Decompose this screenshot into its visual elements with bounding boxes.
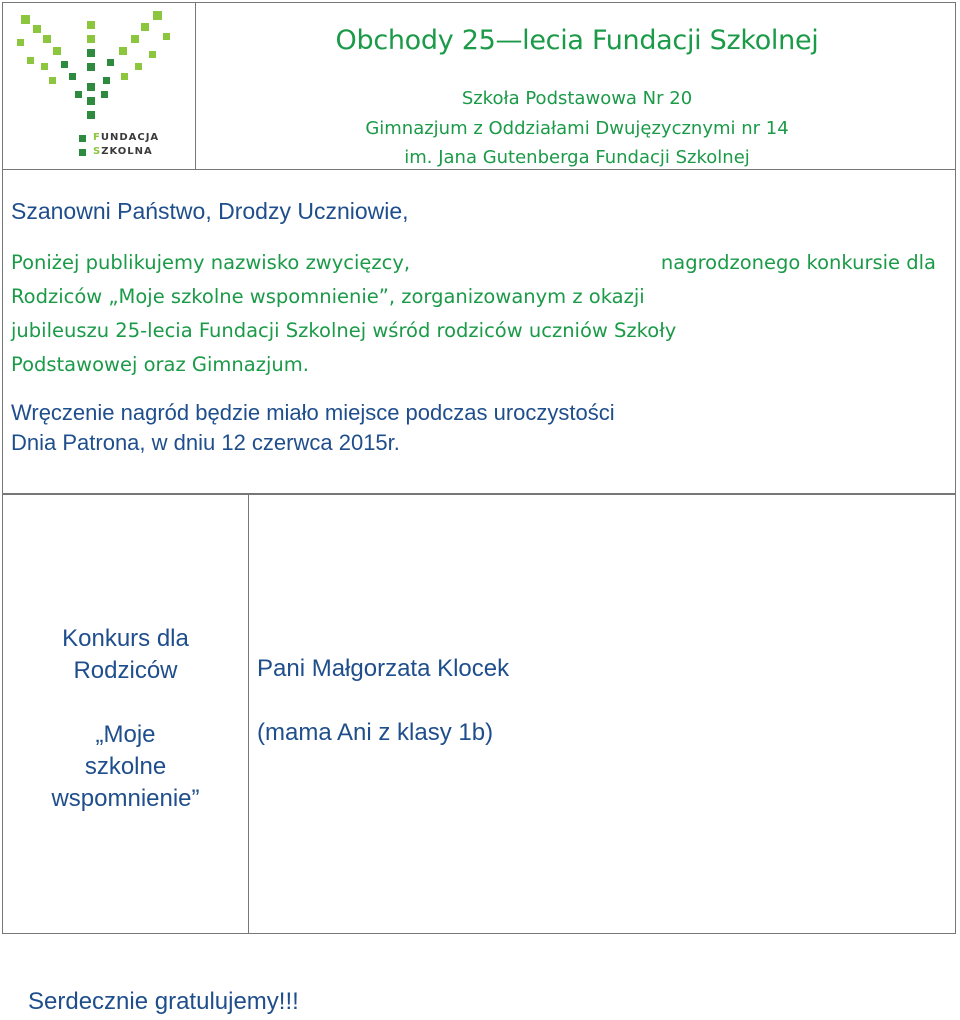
logo-rest: ZKOLNA <box>101 146 153 157</box>
paragraph-line-2: Rodziców „Moje szkolne wspomnienie”, zorganizowanym z okazji <box>11 285 645 308</box>
winner-name: Pani Małgorzata Klocek <box>257 655 510 682</box>
logo-initial: S <box>93 146 102 157</box>
ceremony-line-1: Wręczenie nagród będzie miało miejsce podczas uroczystości <box>11 400 615 425</box>
contest-label <box>3 623 248 687</box>
contest-title-line-3: wspomnienie” <box>51 785 200 812</box>
header-table <box>2 2 956 170</box>
patron-line: im. Jana Gutenberga Fundacji Szkolnej <box>404 147 750 168</box>
winner-note: (mama Ani z klasy 1b) <box>257 719 494 746</box>
contest-title-line-2: szkolne <box>84 753 167 780</box>
paragraph-line-1b: nagrodzonego konkursie dla <box>660 251 936 274</box>
contest-title <box>3 719 248 815</box>
paragraph-line-4: Podstawowej oraz Gimnazjum. <box>11 353 309 376</box>
paragraph-line-3: jubileuszu 25-lecia Fundacji Szkolnej wśród rodziców uczniów Szkoły <box>11 319 677 342</box>
contest-cell <box>3 495 249 933</box>
logo-text-szkolna <box>93 146 153 157</box>
greeting: Szanowni Państwo, Drodzy Uczniowie, <box>11 198 409 224</box>
logo-initial: F <box>93 132 101 143</box>
logo-cell <box>3 3 196 169</box>
paragraph-line-1 <box>11 246 936 280</box>
announcement-box <box>2 170 956 494</box>
contest-label-line-2: Rodziców <box>73 657 178 684</box>
contest-title-line-1: „Moje <box>95 721 156 748</box>
ceremony-line-2: Dnia Patrona, w dniu 12 czerwca 2015r. <box>11 430 400 455</box>
logo-rest: UNDACJA <box>100 132 160 143</box>
announcement-paragraph <box>11 246 936 382</box>
logo-text-fundacja <box>93 132 159 143</box>
winner-table <box>2 494 956 934</box>
paragraph-line-1a: Poniżej publikujemy nazwisko zwycięzcy, <box>11 251 411 274</box>
page-title: Obchody 25—lecia Fundacji Szkolnej <box>335 25 819 56</box>
ceremony-paragraph <box>11 398 615 458</box>
contest-label-line-1: Konkurs dla <box>62 625 189 652</box>
fundacja-szkolna-logo-icon <box>3 3 195 169</box>
closing-text: Serdecznie gratulujemy!!! <box>28 988 299 1015</box>
school-name-line: Szkoła Podstawowa Nr 20 <box>461 88 693 109</box>
gymnasium-name-line: Gimnazjum z Oddziałami Dwujęzycznymi nr 14 <box>365 118 789 139</box>
